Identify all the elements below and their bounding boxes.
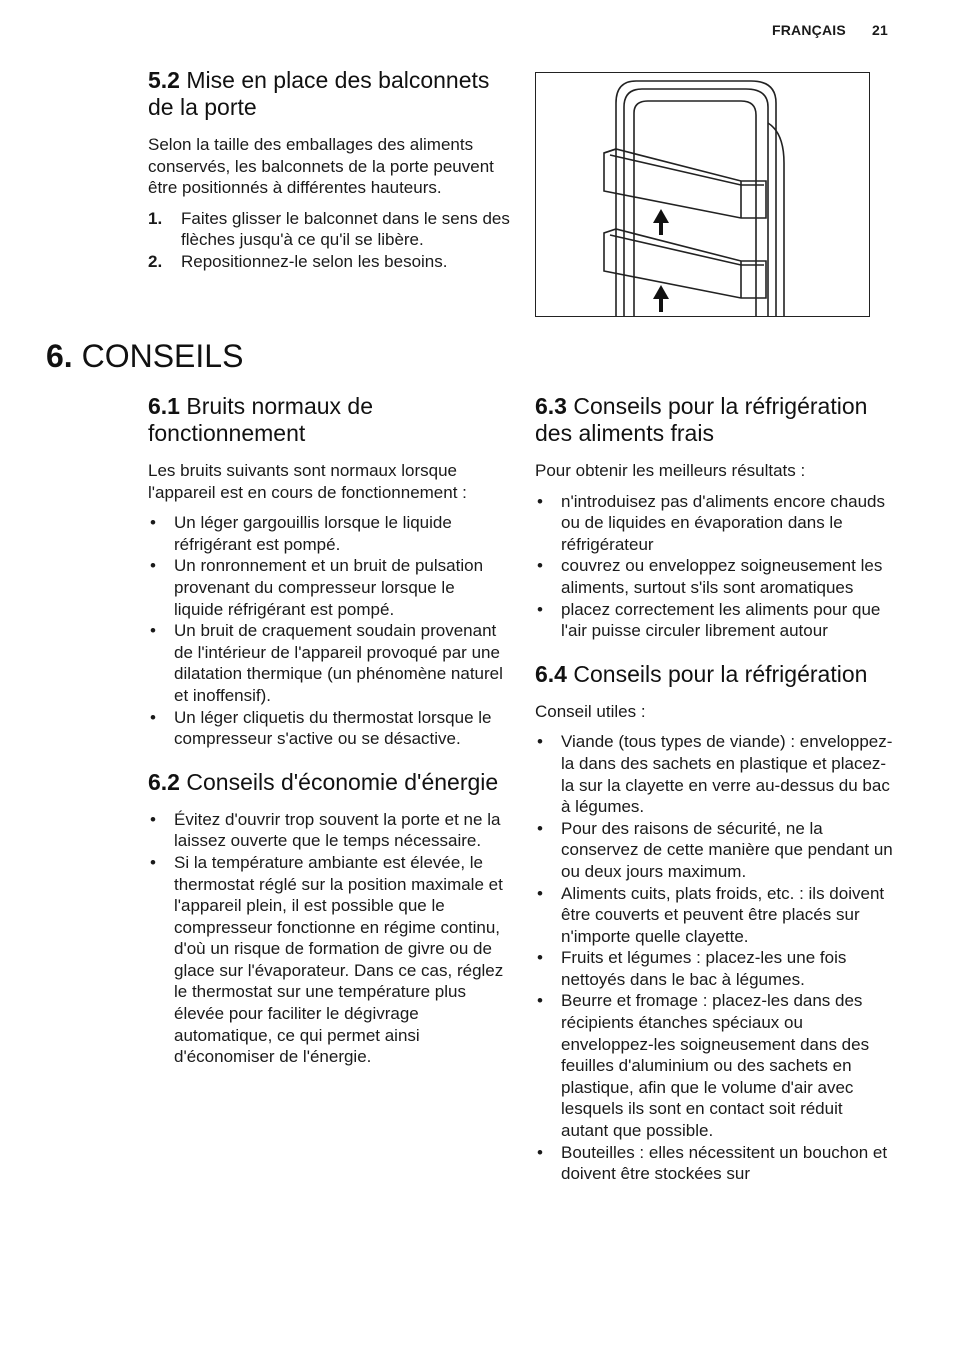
- section-title: Conseils pour la réfrigération des aliments frais: [535, 393, 868, 446]
- section-6-2-heading: [148, 769, 504, 796]
- section-title: Mise en place des balconnets de la porte: [148, 67, 490, 120]
- noise-list: [148, 512, 504, 750]
- section-6-3-heading: [535, 393, 893, 447]
- up-arrow-icon: [653, 209, 669, 312]
- list-item: • Un léger gargouillis lorsque le liquide réfrigérant est pompé.: [148, 512, 504, 555]
- steps-list: [148, 208, 513, 273]
- list-item: • couvrez ou enveloppez soigneusement les aliments, surtout s'ils sont aromatiques: [535, 555, 893, 598]
- list-item: • Évitez d'ouvrir trop souvent la porte et ne la laissez ouverte que le temps nécessaire.: [148, 809, 504, 852]
- list-item: • Un ronronnement et un bruit de pulsation provenant du compresseur lorsque le liquide réfrigérant est pompé.: [148, 555, 504, 620]
- list-item: • Fruits et légumes : placez-les une fois nettoyés dans le bac à légumes.: [535, 947, 893, 990]
- section-number: 5.2: [148, 67, 180, 93]
- section-number: 6.4: [535, 660, 567, 687]
- list-item: • Un bruit de craquement soudain provenant de l'intérieur de l'appareil provoqué par une dilatation thermique (un phénomène naturel et inoffensif).: [148, 620, 504, 706]
- list-item: • Si la température ambiante est élevée, le thermostat réglé sur la position maximale et l'appareil plein, il est possible que le compresseur fonctionne en régime continu, d'où un risque de formation de givre ou de glace sur l'évaporateur. Dans ce cas, réglez le thermostat sur une température plus élevée pour faciliter le dégivrage automatique, ce qui permet ainsi d'économiser de l'énergie.: [148, 852, 504, 1068]
- energy-tips-list: [148, 809, 504, 1068]
- step-text: Repositionnez-le selon les besoins.: [181, 251, 448, 271]
- section-5-2-heading: [148, 67, 513, 121]
- list-item: • Viande (tous types de viande) : enveloppez-la dans des sachets en plastique et placez-la sur la clayette en verre au-dessus du bac à légumes.: [535, 731, 893, 817]
- list-item: • Bouteilles : elles nécessitent un bouchon et doivent être stockées sur: [535, 1142, 893, 1185]
- page-header: [772, 22, 888, 38]
- refrigeration-tips-list: [535, 731, 893, 1184]
- section-intro: Conseil utiles :: [535, 701, 646, 721]
- header-language: FRANÇAIS: [771, 22, 846, 38]
- fresh-food-tips-list: [535, 491, 893, 642]
- door-balcony-illustration-icon: [536, 73, 869, 316]
- left-column: [148, 393, 504, 1068]
- step-item: [148, 208, 513, 251]
- step-number: 2.: [148, 251, 163, 271]
- step-item: [148, 251, 513, 273]
- list-item: • Aliments cuits, plats froids, etc. : ils doivent être couverts et peuvent être placés sur n'importe quelle clayette.: [535, 883, 893, 948]
- list-item: • Beurre et fromage : placez-les dans des récipients étanches spéciaux ou enveloppez-les soigneusement dans des feuilles d'aluminium ou des sachets en plastique, afin que le volume d'air avec lesquels ils sont en contact soit réduit autant que possible.: [535, 990, 893, 1141]
- section-number: 6.1: [148, 393, 180, 419]
- section-intro: Les bruits suivants sont normaux lorsque l'appareil est en cours de fonctionnement :: [148, 461, 467, 502]
- section-number: 6.3: [535, 393, 567, 419]
- list-item: • Un léger cliquetis du thermostat lorsque le compresseur s'active ou se désactive.: [148, 707, 504, 750]
- chapter-number: 6.: [46, 338, 73, 374]
- chapter-heading: [46, 338, 243, 374]
- page-number: 21: [872, 22, 888, 38]
- section-title: Bruits normaux de fonctionnement: [148, 393, 374, 446]
- step-number: 1.: [148, 208, 163, 228]
- section-6-4-heading: [535, 661, 893, 688]
- list-item: • placez correctement les aliments pour que l'air puisse circuler librement autour: [535, 599, 893, 642]
- list-item: • Pour des raisons de sécurité, ne la conservez de cette manière que pendant un ou deux jours maximum.: [535, 818, 893, 883]
- section-title: Conseils d'économie d'énergie: [186, 768, 499, 795]
- right-column: [535, 393, 893, 1185]
- section-5-2: [148, 67, 513, 273]
- section-number: 6.2: [148, 768, 180, 795]
- step-text: Faites glisser le balconnet dans le sens des flèches jusqu'à ce qu'il se libère.: [181, 208, 510, 250]
- chapter-title: CONSEILS: [81, 338, 244, 374]
- section-intro: Pour obtenir les meilleurs résultats :: [535, 461, 806, 480]
- door-balcony-figure: [535, 72, 870, 317]
- section-title: Conseils pour la réfrigération: [573, 660, 868, 687]
- section-intro: Selon la taille des emballages des aliments conservés, les balconnets de la porte peuvent être positionnés à différentes hauteurs.: [148, 135, 494, 198]
- section-6-1-heading: [148, 393, 504, 447]
- list-item: • n'introduisez pas d'aliments encore chauds ou de liquides en évaporation dans le réfrigérateur: [535, 491, 893, 556]
